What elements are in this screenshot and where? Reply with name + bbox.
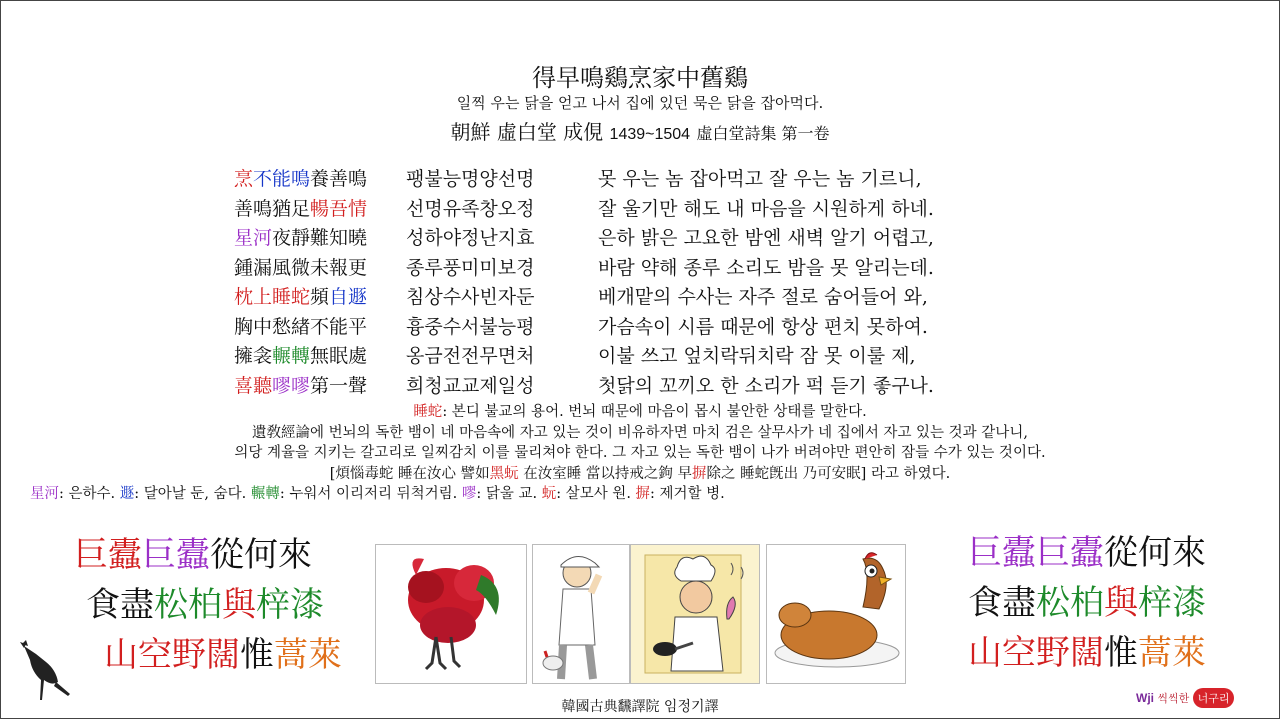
hanja-segment: 養善鳴 — [310, 168, 368, 190]
poem-translation: 베개맡의 수사는 자주 절로 숨어들어 와, — [598, 286, 928, 308]
old-man-image — [532, 544, 630, 684]
verse-line — [74, 630, 342, 680]
stamp-logo: Wji — [1136, 691, 1154, 705]
hanja-segment: 無眠處 — [310, 345, 368, 367]
verse-segment: 山空野闊 — [968, 633, 1104, 673]
note-segment: 遺敎經論에 번뇌의 독한 뱀이 네 마음속에 자고 있는 것이 비유하자면 마치 검은 살무사가 네 집에서 자고 있는 것과 같나니, — [252, 424, 1028, 441]
hanja-segment: 嘐嘐 — [272, 374, 311, 397]
verse-segment: 松柏 — [154, 585, 222, 625]
note-line — [0, 443, 1280, 464]
verse-segment: 與 — [1104, 583, 1138, 623]
poem-line — [234, 372, 934, 402]
poem-hanja — [234, 372, 406, 402]
poem-translation: 잘 울기만 해도 내 마음을 시원하게 하네. — [598, 197, 934, 220]
note-line — [0, 484, 1280, 505]
verse-segment: 食盡 — [86, 585, 154, 625]
poem-translation: 가슴속이 시름 때문에 항상 편치 못하여. — [598, 315, 928, 338]
note-line — [0, 464, 1280, 485]
verse-segment: 蒿萊 — [1138, 633, 1206, 673]
verse-segment: 梓漆 — [256, 585, 324, 625]
poem-translation: 못 우는 놈 잡아먹고 잘 우는 놈 기르니, — [598, 168, 922, 190]
poem-line — [234, 195, 934, 225]
poem-hanja — [234, 165, 406, 195]
translator-credit: 韓國古典飜譯院 임정기譯 — [561, 699, 719, 715]
verse-segment: 蒿萊 — [274, 635, 342, 675]
note-segment: : 은하수. — [59, 486, 120, 502]
verse-line — [968, 528, 1206, 578]
poem-translation: 첫닭의 꼬끼오 한 소리가 퍽 듣기 좋구나. — [598, 374, 934, 397]
note-segment: 輾轉 — [250, 486, 280, 502]
note-segment: : 제거할 병. — [650, 486, 725, 502]
collection-name: 虛白堂詩集 第一卷 — [696, 124, 830, 143]
poem-line — [234, 342, 934, 372]
poem-reading: 옹금전전무면처 — [406, 345, 535, 367]
hanja-segment: 夜靜難知曉 — [272, 227, 368, 249]
verse-segment: 巨蠹 — [142, 535, 210, 575]
poem-line — [234, 254, 934, 284]
hanja-segment: 自遯 — [329, 286, 368, 308]
note-segment: 蚖 — [541, 486, 557, 502]
hanja-segment: 胸中愁緖不能平 — [234, 315, 368, 338]
note-segment: : 본디 불교의 용어. 번뇌 때문에 마음이 몹시 불안한 상태를 말한다. — [442, 404, 867, 420]
poem-hanja — [234, 254, 406, 284]
stamp-badge: 너구리 — [1193, 688, 1235, 708]
hanja-segment: 不能鳴 — [253, 168, 311, 190]
note-segment: 星河 — [30, 486, 59, 502]
note-segment: 嘐 — [461, 486, 477, 502]
author-years: 1439~1504 — [609, 126, 691, 143]
poem-hanja — [234, 283, 406, 313]
verse-segment: 山空野闊 — [104, 635, 240, 675]
verse-segment: 食盡 — [968, 583, 1036, 623]
hanja-segment: 鍾漏風微未報更 — [234, 256, 368, 279]
poem-hanja — [234, 224, 406, 254]
notes-section — [0, 402, 1280, 505]
verse-segment: 與 — [222, 585, 256, 625]
verse-segment: 巨蠹 — [968, 533, 1036, 573]
verse-segment: 惟 — [240, 635, 274, 675]
poem-hanja — [234, 342, 406, 372]
poem-line — [234, 313, 934, 343]
note-segment: : 누워서 이리저리 뒤척거림. — [279, 486, 462, 502]
verse-segment: 惟 — [1104, 633, 1138, 673]
note-segment: 在汝室睡 當以持戒之鉤 早 — [518, 465, 692, 482]
note-segment: [煩惱毒蛇 睡在汝心 譬如 — [329, 465, 490, 482]
poem-translation: 이불 쓰고 엎치락뒤치락 잠 못 이룰 제, — [598, 345, 916, 367]
note-line — [0, 402, 1280, 423]
note-segment: 除之 睡蛇旣出 乃可安眠] 라고 하였다. — [706, 465, 951, 482]
poem-hanja — [234, 313, 406, 343]
hanja-segment: 烹 — [234, 168, 254, 190]
left-verse — [74, 530, 342, 680]
stamp-name: 씩씩한 — [1157, 693, 1190, 705]
poem-line — [234, 283, 934, 313]
author-name: 朝鮮 虛白堂 成俔 — [450, 120, 604, 144]
verse-segment: 巨蠹 — [74, 535, 142, 575]
hanja-segment: 星河 — [234, 227, 273, 249]
note-segment: : 살모사 원. — [556, 486, 636, 502]
poem-reading: 종루풍미미보경 — [406, 256, 535, 279]
verse-line — [74, 580, 342, 630]
signature-stamp — [1136, 688, 1234, 708]
poem-reading: 희청교교제일성 — [406, 374, 535, 397]
poem-reading: 성하야정난지효 — [406, 227, 535, 249]
hanja-segment: 善鳴猶足 — [234, 197, 311, 220]
hanja-segment: 睡蛇 — [272, 286, 311, 308]
poem-reading: 침상수사빈자둔 — [406, 286, 535, 308]
hanja-segment: 輾轉 — [272, 345, 311, 367]
author-line — [0, 116, 1280, 145]
note-line — [0, 423, 1280, 444]
note-segment: 睡蛇 — [413, 404, 443, 420]
poem-translation: 바람 약해 종루 소리도 밤을 못 알리는데. — [598, 256, 934, 279]
verse-line — [968, 578, 1206, 628]
roast-chicken-image — [766, 544, 906, 684]
hanja-segment: 頻 — [310, 286, 330, 308]
verse-segment: 從何來 — [210, 535, 312, 575]
right-verse — [968, 528, 1206, 678]
poem-subtitle: 일찍 우는 닭을 얻고 나서 집에 있던 묵은 닭을 잡아먹다. — [456, 94, 824, 112]
poem-hanja — [234, 195, 406, 225]
poem-line — [234, 224, 934, 254]
verse-line — [74, 530, 342, 580]
poem-reading: 팽불능명양선명 — [406, 168, 535, 190]
poem-reading: 흉중수서불능평 — [406, 315, 535, 338]
hanja-segment: 喜聽 — [234, 374, 273, 397]
poem-body — [234, 165, 934, 401]
note-segment: : 달아날 둔, 숨다. — [134, 486, 251, 502]
note-segment: : 닭울 교. — [476, 486, 542, 502]
rooster-flower-image — [375, 544, 527, 684]
note-segment: 摒 — [691, 465, 707, 482]
verse-line — [968, 628, 1206, 678]
poem-title: 得早鳴鷄烹家中舊鷄 — [532, 64, 748, 92]
note-segment: 黑蚖 — [489, 465, 519, 482]
note-segment: 遯 — [119, 486, 135, 502]
verse-segment: 巨蠹 — [1036, 533, 1104, 573]
verse-segment: 松柏 — [1036, 583, 1104, 623]
poem-line — [234, 165, 934, 195]
chef-image — [630, 544, 760, 684]
verse-segment: 梓漆 — [1138, 583, 1206, 623]
poem-translation: 은하 밝은 고요한 밤엔 새벽 알기 어렵고, — [598, 227, 934, 249]
hanja-segment: 擁衾 — [234, 345, 273, 367]
hanja-segment: 枕上 — [234, 286, 273, 308]
hanja-segment: 第一聲 — [310, 374, 368, 397]
note-segment: 의당 계율을 지키는 갈고리로 일찌감치 이를 물리쳐야 한다. 그 자고 있는 독한 뱀이 나가 버려야만 편안히 잠들 수가 있는 것이다. — [234, 445, 1046, 461]
poem-reading: 선명유족창오정 — [406, 197, 535, 220]
note-segment: 摒 — [635, 486, 651, 502]
hanja-segment: 暢吾情 — [310, 197, 368, 220]
verse-segment: 從何來 — [1104, 533, 1206, 573]
